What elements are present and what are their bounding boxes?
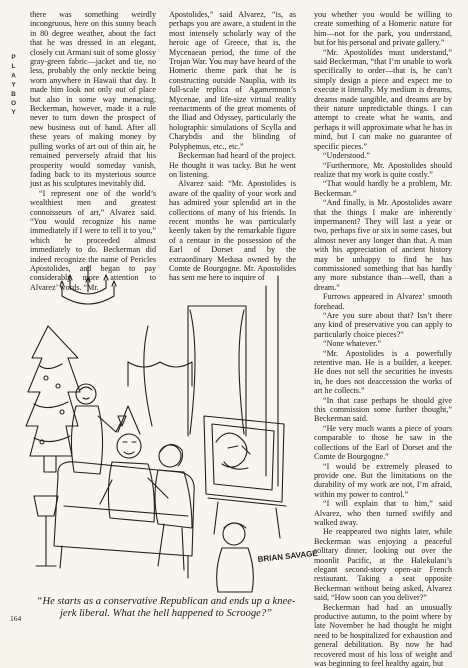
paragraph: “Furthermore, Mr. Apostolides should realize that my work is quite costly.”	[314, 160, 452, 179]
paragraph: “That would hardly be a problem, Mr. Beckerman.”	[314, 179, 452, 198]
cartoonist-signature: BRIAN SAVAGE	[257, 548, 319, 564]
paragraph: you whether you would be willing to create something of a Homeric nature for him—not for the park, you understand, but for his personal and private gallery.”	[314, 10, 452, 48]
paragraph: Furrows appeared in Alvarez’ smooth forehead.	[314, 292, 452, 311]
woman-on-sofa	[155, 444, 192, 570]
cartoon-illustration	[28, 266, 319, 594]
text-column-1	[30, 10, 156, 292]
paragraph: He reappeared two nights later, while Beckerman was enjoying a peaceful solitary dinner, looking out over the moonlit Pacific, at the Halekulani’s elegant second-story open-air French restaurant. Taking a seat opposite Beckerman without being asked, Alvarez said, “How soon can you deliver?”	[314, 527, 452, 603]
paragraph: “Are you sure about that? Isn’t there any kind of preservative you can apply to particularly choice pieces?”	[314, 311, 452, 339]
man-with-party-hat	[100, 406, 168, 522]
television	[204, 416, 286, 538]
paragraph: Beckerman had heard of the project. He thought it was tacky. But he went on listening.	[169, 151, 296, 179]
child-foreground	[217, 523, 254, 592]
paragraph: Apostolides,” said Alvarez, “is, as perhaps you are aware, a student in the most intensely scholarly way of the heroic age of Greece, that is, the Mycenaean period, the time of the Trojan War. You may have heard of the Homeric theme park that he is constructing outside Nauplia, with its full-scale replica of Agamemnon’s Mycenae, and life-size virtual reality reenactments of the great moments of the Iliad and Odyssey, particularly the holographic simulations of Scylla and Charybdis and the blinding of Polyphemus, etc., etc.”	[169, 10, 296, 151]
magazine-name-spine: PLAYBOY	[10, 54, 17, 119]
paragraph: “He very much wants a piece of yours comparable to those he saw in the collections of the Earl of Dorset and the Comte de Bourgogne.”	[314, 423, 452, 462]
text-column-3	[314, 10, 452, 668]
paragraph: “I would be extremely pleased to provide one. But the limitations on the durability of my work are not, I’m afraid, within my power to control.”	[314, 461, 452, 499]
paragraph: there was something weirdly incongruous, here on this sunny beach in 80 degree weather, about the fact that he was dressed in an elegant, closely cut Armani suit of some glossy gray-green fabric—jacket and tie, no less, probably the only necktie being worn anywhere in Hawaii that day. It made him look not only out of place but also in some way menacing. Beckerman, however, made it a rule never to turn down the prospect of new business out of hand. After all these years of making money by pulling works of art out of thin air, he remained perversely afraid that his prosperity would someday vanish, fading back to its mysterious source just as his sculptures inevitably did.	[30, 10, 156, 189]
paragraph: Alvarez said: “Mr. Apostolides is aware of the quality of your work and has admired your splendid art in the collections of many of his friends. In recent months he was particularly keenly taken by the remarkable figure of a centaur in the possession of the Earl of Dorset and by the extraordinary Medusa owned by the Comte de Bourgogne. Mr. Apostolides has sent me here to inquire of	[169, 179, 296, 283]
page-number: 164	[10, 614, 22, 623]
paragraph: “I represent one of the world’s wealthiest men and greatest connoisseurs of art,” Alvarez said. “You would recognize his name immediately if I were to tell it to you,” which he proceeded almost immediately to do. Beckerman did indeed recognize the name of Pericles Apostolides, and began to pay considerably more attention to Alvarez’ words. “Mr.	[30, 188, 156, 292]
paragraph: “And finally, is Mr. Apostolides aware that the things I make are inherently impermanent? They will last a year or two, perhaps five or six in some cases, but almost never any longer than that. A man with his appreciation of ancient history may be unhappy to find he has commissioned something that has hardly any more substance than—well, than a dream.”	[314, 198, 452, 292]
paragraph: “In that case perhaps he should give this commission some further thought,” Beckerman said.	[314, 395, 452, 424]
paragraph: “I will explain that to him,” said Alvarez, who then turned swiftly and walked away.	[314, 499, 452, 527]
sofa	[54, 462, 194, 578]
text-column-2	[169, 10, 296, 283]
paragraph: Beckerman had had an unusually productive autumn, to the point where by late November he had thought he might need to be hospitalized for exhaustion and general debilitation. By now he had recovered most of his loss of weight and was beginning to feel healthy again, but	[314, 602, 452, 668]
paragraph: “Mr. Apostolides must understand,” said Beckerman, “that I’m unable to work specifically to order—that is, he can’t simply design a piece and expect me to execute it literally. My medium is dreams, dreams made tangible, and dreams are by their nature unpredictable things. I can attempt to create what he wants, and perhaps it will approximate what he has in mind, but I can make no guarantee of specific pieces.”	[314, 47, 452, 151]
man-standing	[71, 384, 126, 474]
cartoon-caption: “He starts as a conservative Republican and ends up a knee-jerk liberal. What the hell happened to Scrooge?”	[36, 596, 296, 619]
paragraph: “Mr. Apostolides is a powerfully retentive man. He is a builder, a keeper. He does not sell the securities he invests in, he does not deaccession the works of art he collects.”	[314, 348, 452, 396]
chandelier	[60, 266, 116, 304]
paragraph: “None whatever.”	[323, 339, 381, 349]
paragraph: “Understood.”	[323, 151, 370, 161]
